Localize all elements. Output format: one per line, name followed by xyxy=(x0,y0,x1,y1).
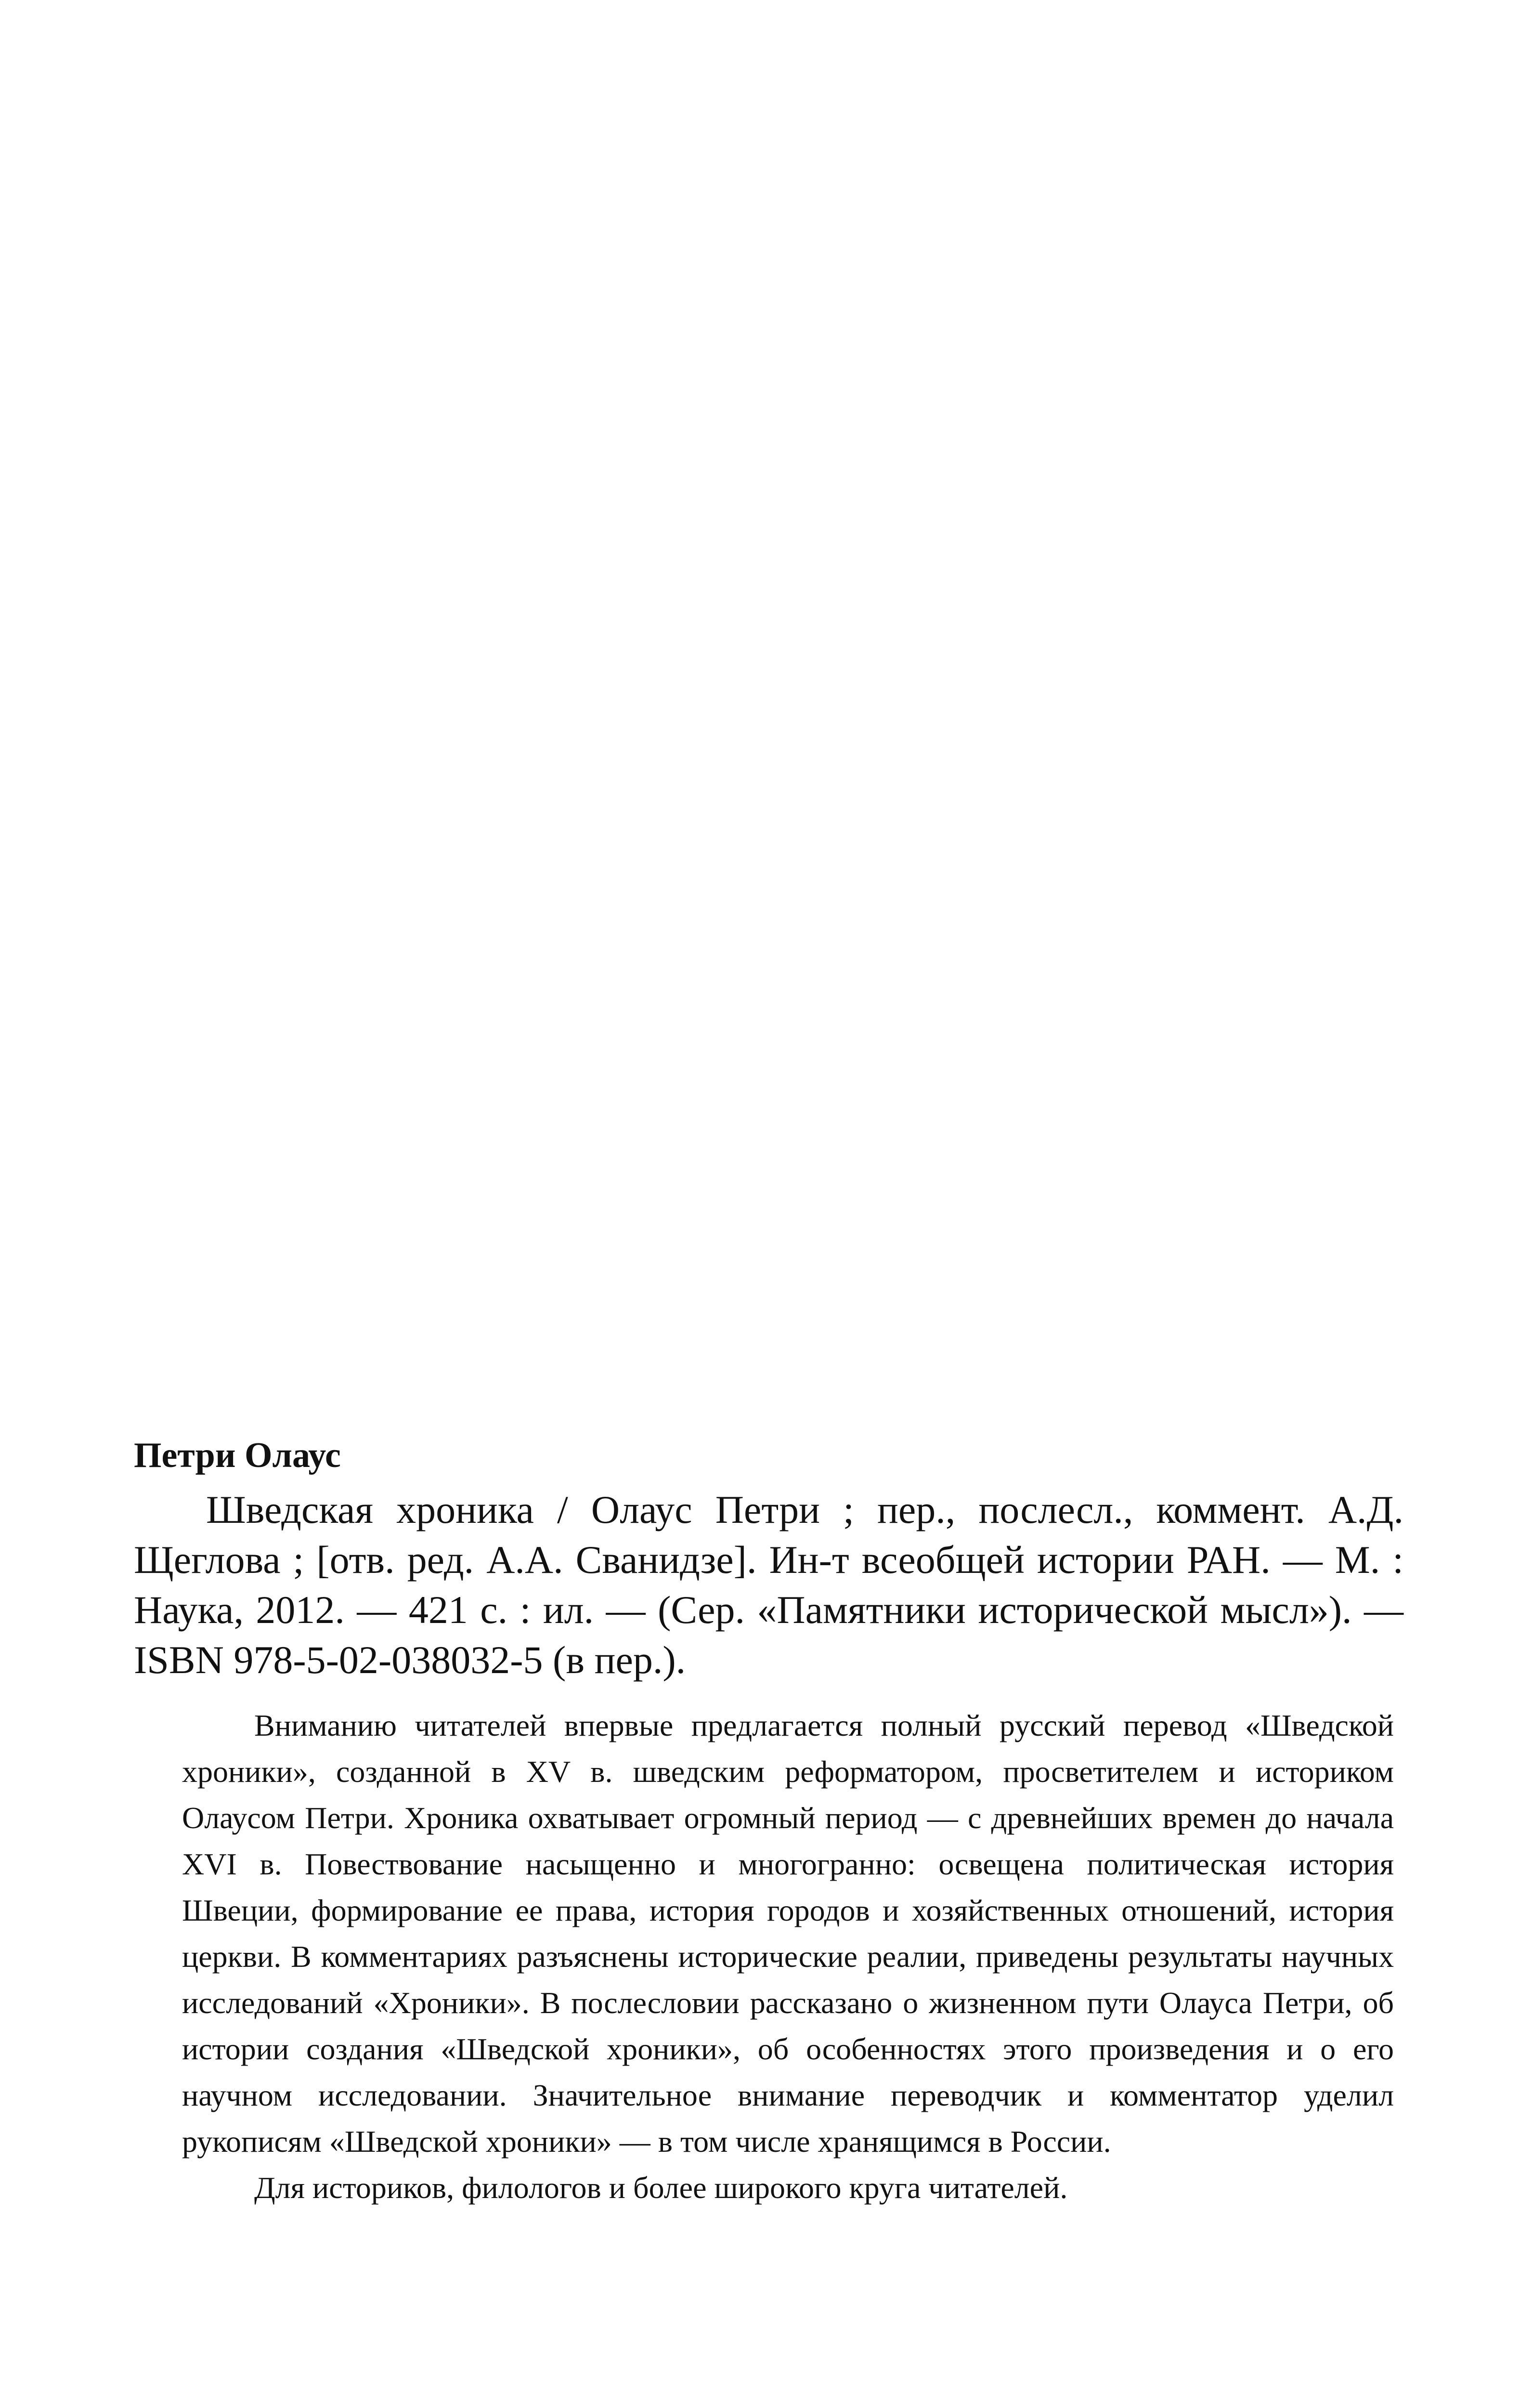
author-heading: Петри Олаус xyxy=(134,1436,341,1475)
annotation xyxy=(134,1702,1403,2211)
bibliographic-record xyxy=(134,1433,1403,2211)
annotation-paragraph-audience: Для историков, филологов и более широкого круга читателей. xyxy=(254,2171,1068,2205)
annotation-paragraph-summary: Вниманию читателей впервые предлагается полный русский перевод «Шведской хроники», созданной в XV в. шведским реформатором, просветителем и историком Олаусом Петри. Хроника охватывает огромный период — с древнейших времен до начала XVI в. Повествование насыщенно и многогранно: освещена политическая история Швеции, формирование ее права, история городов и хозяйственных отношений, история церкви. В комментариях разъяснены исторические реалии, приведены результаты научных исследований «Хроники». В послесловии рассказано о жизненном пути Олауса Петри, об истории создания «Шведской хроники», об особенностях этого произведения и о его научном исследовании. Значительное внимание переводчик и комментатор уделил рукописям «Шведской хроники» — в том числе хранящимся в России. xyxy=(182,1708,1394,2159)
citation-text: Шведская хроника / Олаус Петри ; пер., послесл., коммент. А.Д. Щеглова ; [отв. ред. А.А. Сванидзе]. Ин-т всеобщей истории РАН. — М. : Наука, 2012. — 421 с. : ил. — (Сер. «Памятники исторической мысл»). — ISBN 978-5-02-038032-5 (в пер.). xyxy=(134,1488,1403,1682)
